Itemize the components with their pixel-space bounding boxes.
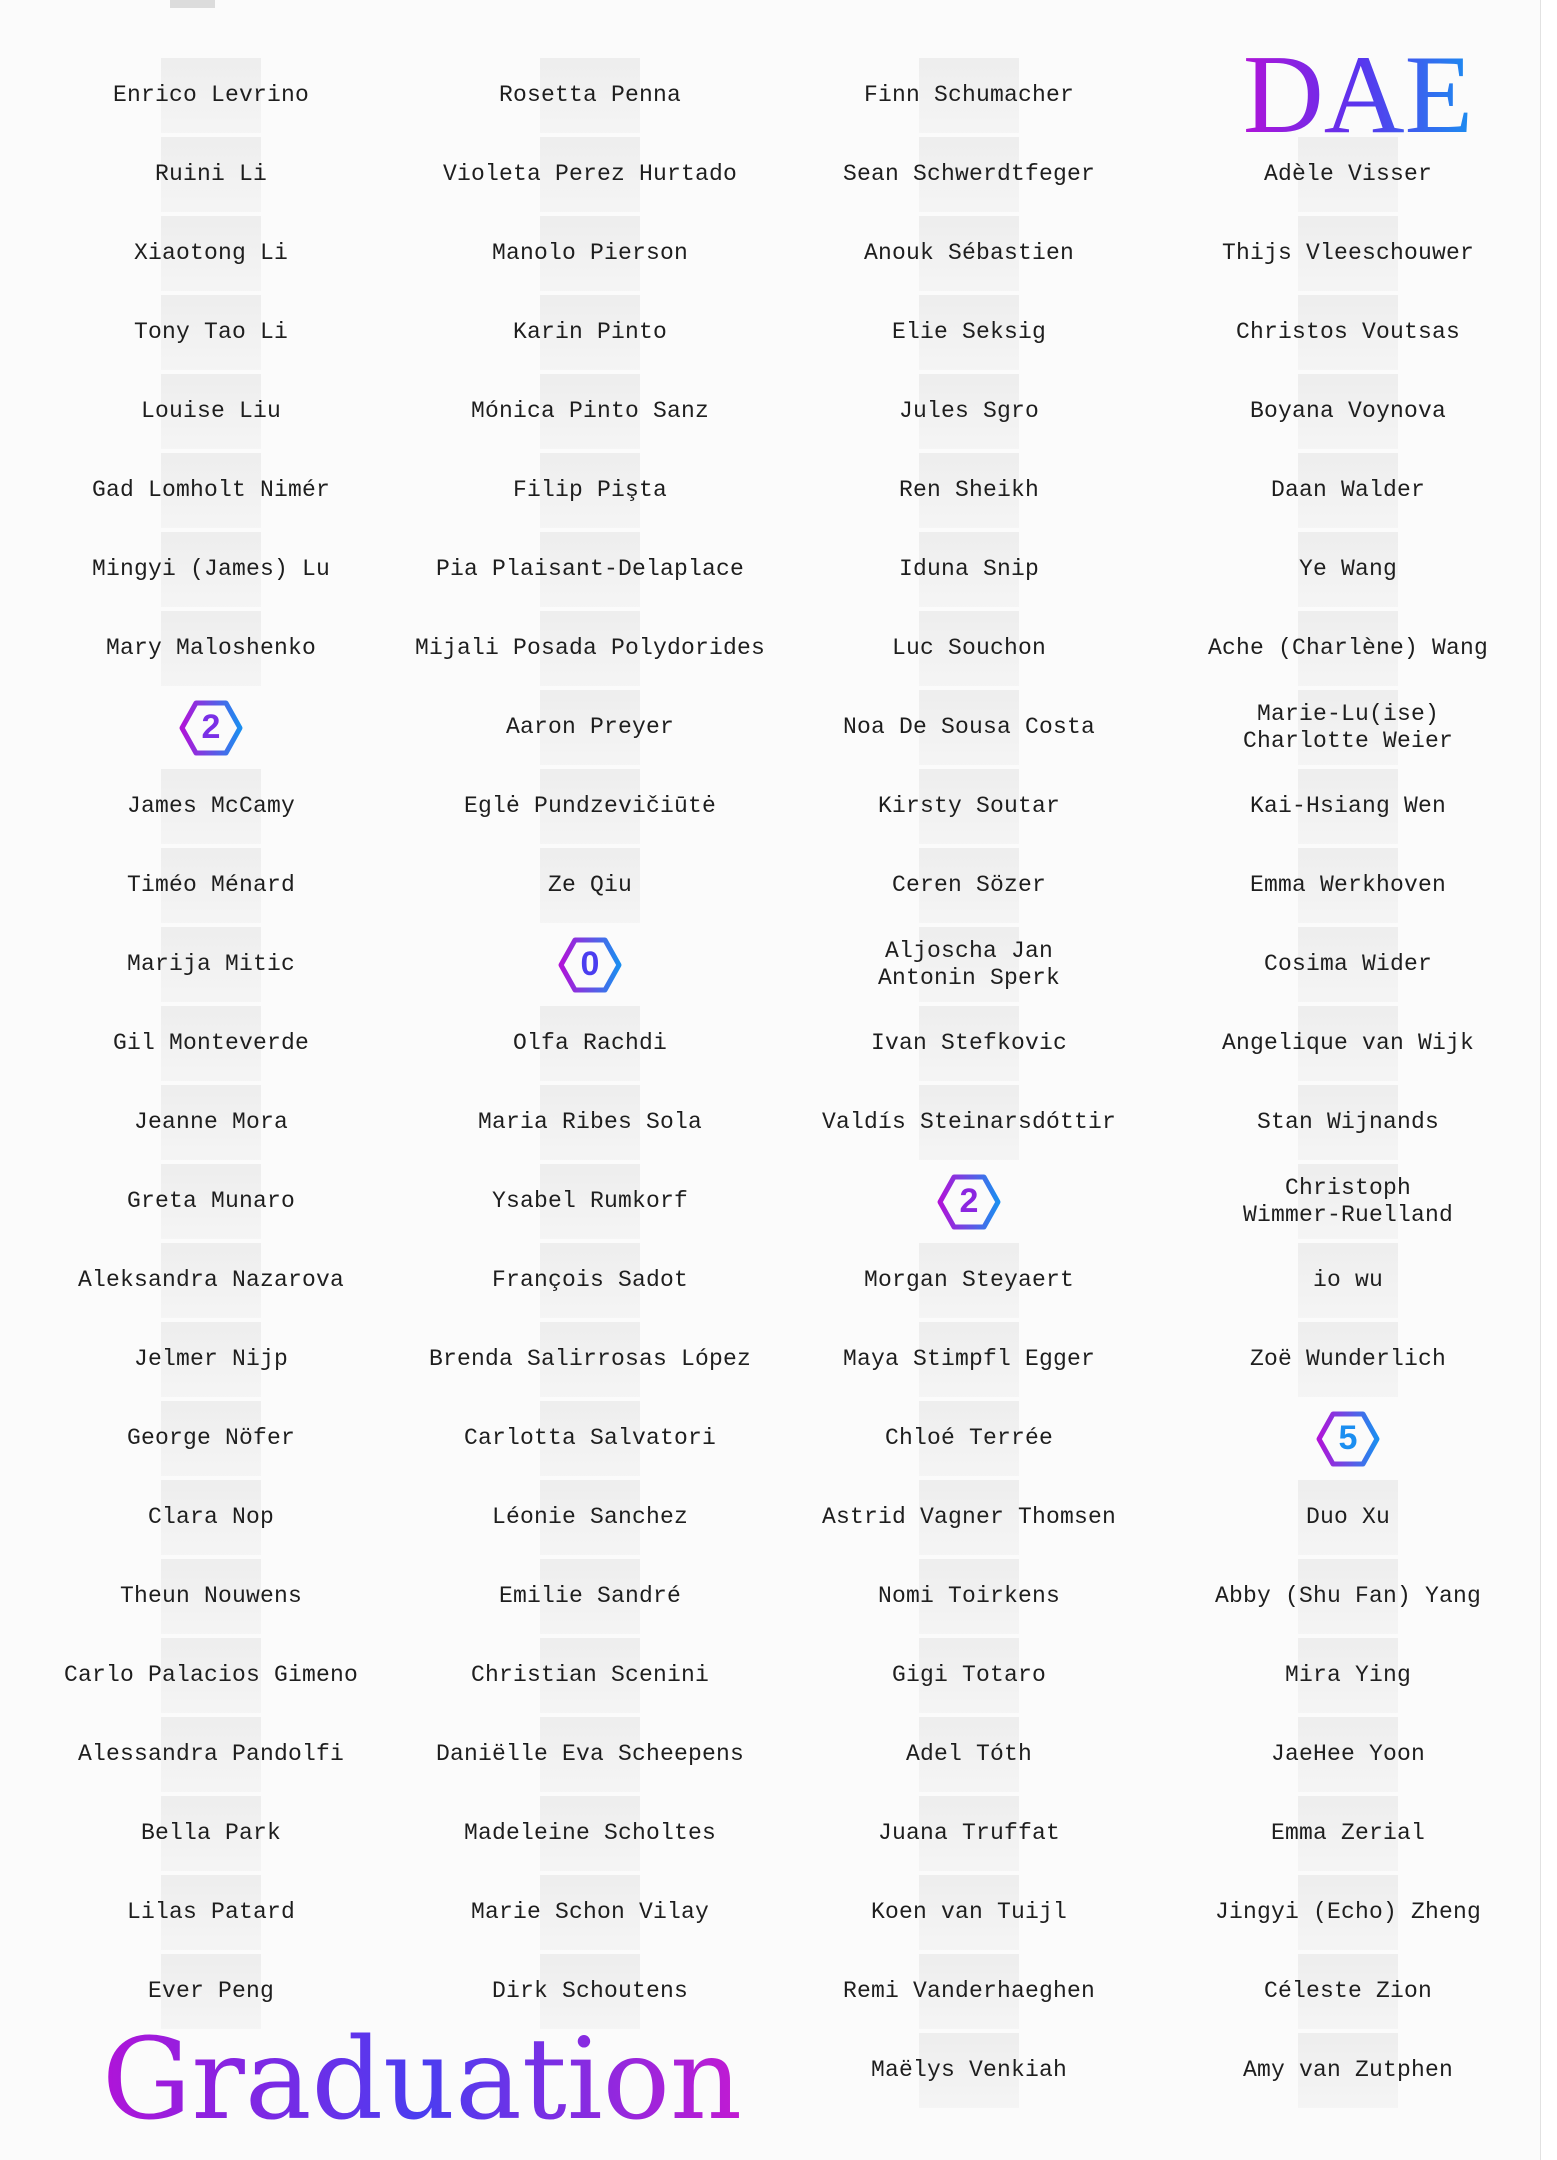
name-entry [1158,846,1538,925]
graduate-name: Chloé Terrée [884,1425,1054,1451]
name-entry [1158,1320,1538,1399]
graduate-name: Jelmer Nijp [133,1346,289,1372]
name-entry [21,214,401,293]
graduate-name: Kirsty Soutar [877,793,1061,819]
name-entry [400,530,780,609]
graduate-name: Elie Seksig [891,319,1047,345]
digit-hexagon-badge [558,936,622,994]
graduate-name: Koen van Tuijl [870,1899,1068,1925]
name-entry [400,372,780,451]
graduate-name: Jules Sgro [898,398,1040,424]
graduate-name: Adèle Visser [1263,161,1433,187]
name-entry [21,1004,401,1083]
digit-hexagon-badge [937,1173,1001,1231]
graduate-name: Ze Qiu [547,872,632,898]
dae-logo [1243,38,1473,148]
name-entry [400,1241,780,1320]
name-entry [400,1320,780,1399]
name-entry [1158,1794,1538,1873]
graduate-name: JaeHee Yoon [1270,1741,1426,1767]
graduate-name: Angelique van Wijk [1221,1030,1475,1056]
name-entry [400,1399,780,1478]
name-entry [400,451,780,530]
name-column-2 [400,56,780,2031]
name-entry [779,1478,1159,1557]
name-entry [400,767,780,846]
graduate-name: Filip Pişta [512,477,668,503]
name-entry [21,609,401,688]
graduate-name: Marie-Lu(ise) Charlotte Weier [1242,700,1454,754]
graduate-name: Christoph Wimmer-Ruelland [1242,1174,1454,1228]
graduate-name: Emilie Sandré [498,1583,682,1609]
name-entry [21,451,401,530]
name-entry [779,688,1159,767]
name-entry [21,1241,401,1320]
name-entry [21,767,401,846]
name-entry [400,1715,780,1794]
graduate-name: Rosetta Penna [498,82,682,108]
name-entry [400,1794,780,1873]
name-entry [1158,925,1538,1004]
graduate-name: Maria Ribes Sola [477,1109,703,1135]
name-entry [400,1478,780,1557]
graduate-name: Daniëlle Eva Scheepens [435,1741,745,1767]
graduate-name: Lilas Patard [126,1899,296,1925]
graduate-name: Madeleine Scholtes [463,1820,717,1846]
graduate-name: Astrid Vagner Thomsen [821,1504,1117,1530]
name-entry [1158,372,1538,451]
graduate-name: Léonie Sanchez [491,1504,689,1530]
graduate-name: Aleksandra Nazarova [77,1267,345,1293]
graduate-name: Gigi Totaro [891,1662,1047,1688]
name-entry [779,372,1159,451]
graduate-name: James McCamy [126,793,296,819]
graduate-name: Boyana Voynova [1249,398,1447,424]
name-entry [779,1794,1159,1873]
graduate-name: Greta Munaro [126,1188,296,1214]
graduate-name: Daan Walder [1270,477,1426,503]
graduate-name: Sean Schwerdtfeger [842,161,1096,187]
graduate-name: Ever Peng [147,1978,275,2004]
dae-logo-text: DAE [1243,38,1473,148]
digit-slot [779,1162,1159,1241]
name-entry [1158,451,1538,530]
name-entry [779,530,1159,609]
graduate-name: Mira Ying [1284,1662,1412,1688]
name-entry [779,1399,1159,1478]
name-entry [779,1636,1159,1715]
graduate-name: Nomi Toirkens [877,1583,1061,1609]
name-entry [1158,609,1538,688]
graduate-name: Clara Nop [147,1504,275,1530]
name-entry [21,293,401,372]
name-entry [21,846,401,925]
name-entry [400,688,780,767]
graduate-name: Marie Schon Vilay [470,1899,710,1925]
graduate-name: Noa De Sousa Costa [842,714,1096,740]
name-entry [779,1715,1159,1794]
graduate-name: Finn Schumacher [863,82,1075,108]
graduate-name: Stan Wijnands [1256,1109,1440,1135]
name-entry [779,1557,1159,1636]
graduate-name: Duo Xu [1305,1504,1390,1530]
name-entry [21,372,401,451]
name-entry [779,293,1159,372]
graduate-name: Thijs Vleeschouwer [1221,240,1475,266]
graduate-name: Adel Tóth [905,1741,1033,1767]
name-entry [779,214,1159,293]
graduate-name: Aljoscha Jan Antonin Sperk [877,937,1061,991]
name-entry [400,1083,780,1162]
graduate-name: Karin Pinto [512,319,668,345]
graduate-name: Mijali Posada Polydorides [414,635,766,661]
name-entry [21,1873,401,1952]
graduation-title-text: Graduation [102,2020,742,2140]
graduate-name: Marija Mitic [126,951,296,977]
name-entry [21,1320,401,1399]
graduate-name: Juana Truffat [877,1820,1061,1846]
graduate-name: Cosima Wider [1263,951,1433,977]
name-entry [400,135,780,214]
graduate-name: Remi Vanderhaeghen [842,1978,1096,2004]
name-entry [400,56,780,135]
graduate-name: Anouk Sébastien [863,240,1075,266]
name-entry [21,1636,401,1715]
graduate-name: Mónica Pinto Sanz [470,398,710,424]
graduate-name: Brenda Salirrosas López [428,1346,752,1372]
name-entry [779,1873,1159,1952]
graduate-name: Mary Maloshenko [105,635,317,661]
graduate-name: Gil Monteverde [112,1030,310,1056]
name-entry [1158,1636,1538,1715]
name-column-1 [21,56,401,2031]
name-entry [779,1320,1159,1399]
graduate-name: Ysabel Rumkorf [491,1188,689,1214]
graduate-name: Olfa Rachdi [512,1030,668,1056]
name-entry [400,293,780,372]
name-entry [779,609,1159,688]
name-entry [21,1083,401,1162]
graduate-name: Eglė Pundzevičiūtė [463,793,717,819]
name-entry [1158,1004,1538,1083]
name-entry [1158,1873,1538,1952]
name-entry [400,609,780,688]
name-entry [21,56,401,135]
name-entry [779,1004,1159,1083]
name-entry [1158,1715,1538,1794]
graduate-name: Enrico Levrino [112,82,310,108]
name-entry [779,846,1159,925]
graduate-name: Carlo Palacios Gimeno [63,1662,359,1688]
name-entry [779,925,1159,1004]
name-entry [1158,767,1538,846]
name-entry [21,1794,401,1873]
name-entry [400,1636,780,1715]
graduate-name: Bella Park [140,1820,282,1846]
graduate-name: Emma Werkhoven [1249,872,1447,898]
digit-slot [21,688,401,767]
graduate-name: Theun Nouwens [119,1583,303,1609]
name-entry [1158,1083,1538,1162]
graduate-name: Carlotta Salvatori [463,1425,717,1451]
name-entry [779,767,1159,846]
name-entry [21,1399,401,1478]
graduate-name: Morgan Steyaert [863,1267,1075,1293]
name-entry [400,1162,780,1241]
graduate-name: Abby (Shu Fan) Yang [1214,1583,1482,1609]
graduate-name: Aaron Preyer [505,714,675,740]
digit-slot [1158,1399,1538,1478]
graduate-name: Alessandra Pandolfi [77,1741,345,1767]
graduate-name: Pia Plaisant-Delaplace [435,556,745,582]
name-entry [400,1004,780,1083]
graduate-name: Jeanne Mora [133,1109,289,1135]
name-column-3 [779,56,1159,2110]
graduate-name: Ivan Stefkovic [870,1030,1068,1056]
graduate-name: Gad Lomholt Nimér [91,477,331,503]
name-entry [400,1557,780,1636]
graduate-name: Valdís Steinarsdóttir [821,1109,1117,1135]
name-entry [1158,1478,1538,1557]
name-entry [1158,1952,1538,2031]
name-entry [1158,1162,1538,1241]
digit-slot [400,925,780,1004]
name-entry [1158,1241,1538,1320]
graduate-name: Iduna Snip [898,556,1040,582]
graduate-name: Xiaotong Li [133,240,289,266]
name-entry [21,1715,401,1794]
graduate-name: Zoë Wunderlich [1249,1346,1447,1372]
scan-edge-mark [170,0,215,8]
name-entry [1158,293,1538,372]
graduate-name: Mingyi (James) Lu [91,556,331,582]
name-entry [779,56,1159,135]
graduate-name: Christian Scenini [470,1662,710,1688]
name-column-4 [1158,56,1538,2110]
graduate-name: Manolo Pierson [491,240,689,266]
graduate-name: François Sadot [491,1267,689,1293]
graduate-name: Ruini Li [154,161,268,187]
graduate-name: Emma Zerial [1270,1820,1426,1846]
graduate-name: George Nöfer [126,1425,296,1451]
graduate-name: Ache (Charlène) Wang [1207,635,1489,661]
name-entry [1158,214,1538,293]
digit-hexagon-badge [179,699,243,757]
graduate-name: Amy van Zutphen [1242,2057,1454,2083]
graduate-name: Christos Voutsas [1235,319,1461,345]
name-entry [400,846,780,925]
name-entry [1158,1557,1538,1636]
name-entry [1158,688,1538,767]
name-entry [21,1162,401,1241]
graduate-name: io wu [1312,1267,1383,1293]
digit-label: 2 [959,1182,979,1220]
name-entry [1158,2031,1538,2110]
graduation-title [102,2020,752,2140]
graduate-name: Maya Stimpfl Egger [842,1346,1096,1372]
graduate-name: Ren Sheikh [898,477,1040,503]
name-entry [21,530,401,609]
graduate-name: Louise Liu [140,398,282,424]
digit-hexagon-badge [1316,1410,1380,1468]
name-entry [21,1557,401,1636]
digit-label: 5 [1338,1419,1358,1457]
graduate-name: Kai-Hsiang Wen [1249,793,1447,819]
name-entry [21,135,401,214]
graduate-name: Maëlys Venkiah [870,2057,1068,2083]
graduate-name: Ye Wang [1298,556,1398,582]
name-entry [779,451,1159,530]
graduate-name: Timéo Ménard [126,872,296,898]
name-entry [779,1241,1159,1320]
name-entry [21,1478,401,1557]
name-entry [400,214,780,293]
name-entry [779,135,1159,214]
graduate-name: Luc Souchon [891,635,1047,661]
name-entry [779,2031,1159,2110]
graduate-name: Tony Tao Li [133,319,289,345]
graduate-name: Ceren Sözer [891,872,1047,898]
name-entry [400,1873,780,1952]
digit-label: 2 [201,708,221,746]
graduate-name: Jingyi (Echo) Zheng [1214,1899,1482,1925]
graduate-name: Dirk Schoutens [491,1978,689,2004]
digit-label: 0 [580,945,600,983]
graduate-name: Céleste Zion [1263,1978,1433,2004]
name-entry [779,1083,1159,1162]
name-entry [1158,530,1538,609]
name-entry [21,925,401,1004]
graduate-name: Violeta Perez Hurtado [442,161,738,187]
name-entry [779,1952,1159,2031]
